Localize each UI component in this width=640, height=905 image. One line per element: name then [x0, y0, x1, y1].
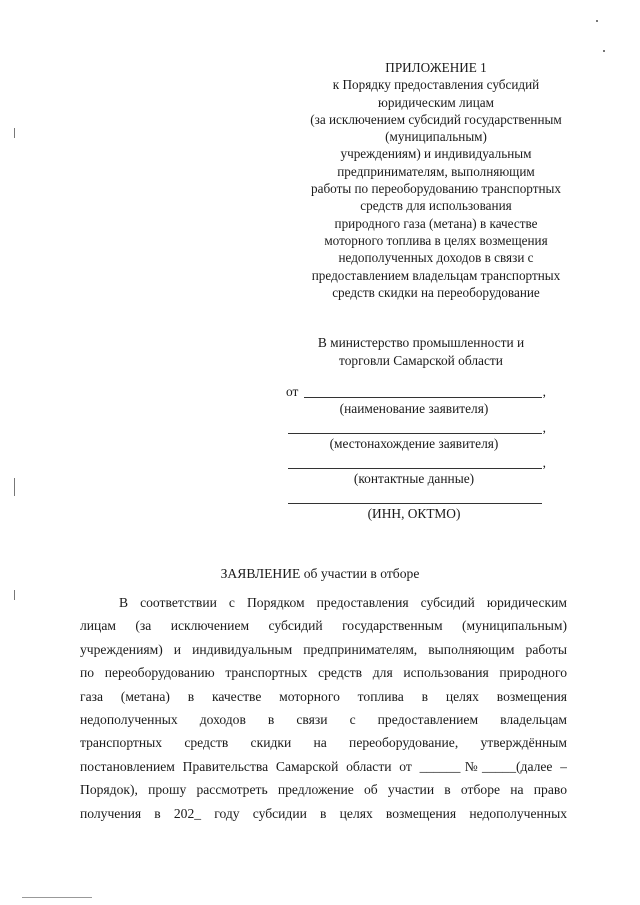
body-line: получения в 202_ году субсидии в целях возмещения недополученных: [80, 805, 567, 821]
comma: ,: [542, 384, 546, 399]
applicant-ids-field[interactable]: [288, 503, 542, 504]
applicant-contacts-row: [286, 453, 546, 471]
body-line: лицам (за исключением субсидий государственным (муниципальным): [80, 618, 567, 634]
scan-edge-mark: [22, 897, 92, 898]
body-line: транспортных средств скидки на переоборудование, утверждённым: [80, 735, 567, 751]
appendix-line: юридическим лицам: [378, 94, 494, 110]
appendix-line: средств скидки на переоборудование: [332, 284, 540, 300]
addressee-line: В министерство промышленности и: [317, 335, 525, 350]
applicant-ids-caption: (ИНН, ОКТМО): [367, 506, 461, 521]
appendix-line: (муниципальным): [385, 129, 487, 145]
body-line: учреждениям) и индивидуальным предпринимателям, выполняющим работы: [80, 641, 567, 657]
appendix-line: недополученных доходов в связи с: [338, 250, 534, 266]
comma: ,: [542, 420, 546, 435]
applicant-contacts-field[interactable]: [288, 468, 542, 469]
scan-speck: [603, 50, 605, 52]
appendix-line: ПРИЛОЖЕНИЕ 1: [385, 60, 487, 75]
from-label: от: [286, 384, 299, 399]
appendix-line: предоставлением владельцам транспортных: [311, 267, 561, 283]
body-line: В соответствии с Порядком предоставления субсидий юридическим: [119, 595, 567, 610]
appendix-line: работы по переоборудованию транспортных: [311, 181, 561, 197]
appendix-line: природного газа (метана) в качестве: [334, 215, 538, 231]
appendix-line: (за исключением субсидий государственным: [310, 111, 562, 127]
applicant-ids-row: [286, 488, 542, 506]
appendix-line: предпринимателям, выполняющим: [337, 163, 535, 179]
appendix-line: моторного топлива в целях возмещения: [324, 232, 548, 248]
scan-edge-mark: [14, 590, 15, 600]
body-line: газа (метана) в качестве моторного топлива в целях возмещения: [80, 688, 567, 704]
appendix-line: учреждениям) и индивидуальным: [340, 146, 532, 162]
body-line: постановлением Правительства Самарской области от ______№_____(далее –: [80, 758, 567, 774]
applicant-name-field[interactable]: [304, 397, 542, 398]
document-title: ЗАЯВЛЕНИЕ об участии в отборе: [220, 566, 420, 581]
body-line: по переоборудованию транспортных средств для использования природного: [80, 665, 567, 681]
applicant-location-caption: (местонахождение заявителя): [329, 436, 499, 451]
scan-speck: [596, 20, 598, 22]
scan-edge-mark: [14, 478, 15, 496]
appendix-line: к Порядку предоставления субсидий: [332, 77, 540, 93]
applicant-name-row: [286, 382, 546, 400]
addressee-line: торговли Самарской области: [339, 353, 503, 368]
body-line: Порядок), прошу рассмотреть предложение об участии в отборе на право: [80, 782, 567, 798]
body-paragraph: [80, 591, 567, 825]
appendix-header: [286, 59, 586, 301]
applicant-location-field[interactable]: [288, 433, 542, 434]
body-line: недополученных доходов в связи с предоставлением владельцам: [80, 711, 567, 727]
addressee-block: [286, 334, 556, 370]
comma: ,: [542, 455, 546, 470]
applicant-name-caption: (наименование заявителя): [339, 401, 489, 416]
scan-edge-mark: [14, 128, 15, 138]
applicant-location-row: [286, 418, 546, 436]
appendix-line: средств для использования: [360, 198, 512, 214]
applicant-contacts-caption: (контактные данные): [353, 471, 475, 486]
